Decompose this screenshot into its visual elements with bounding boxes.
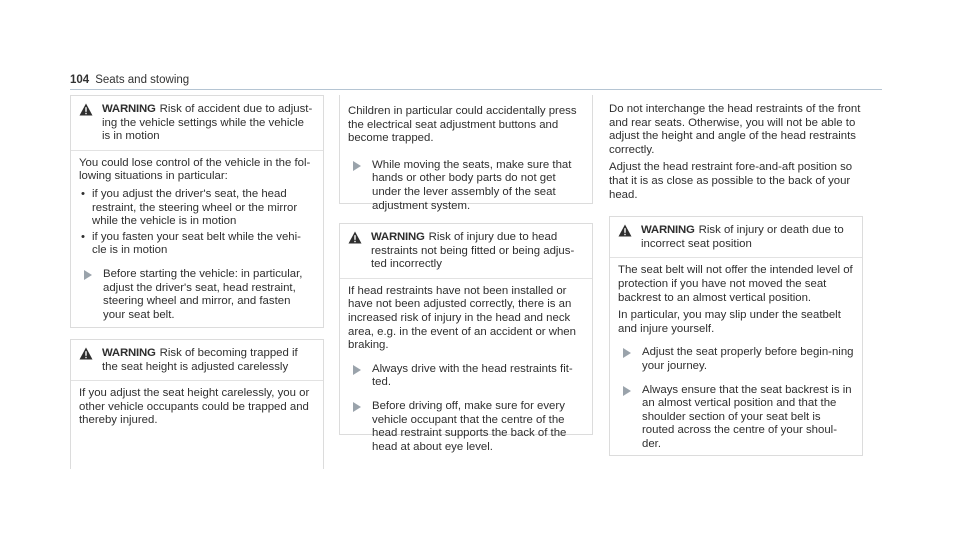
warning-triangle-icon	[79, 103, 93, 121]
continuation-text: Children in particular could accidentally press the electrical seat adjustment buttons and become trapped.	[348, 105, 577, 145]
play-arrow-icon	[353, 402, 363, 454]
warning-title-text: Risk of injury or death due to incorrect seat position	[641, 224, 844, 250]
warning-body: If head restraints have not been installed or have not been adjusted correctly, there is an increased risk of injury in the head and neck area, e.g. in the event of an accident or when braking.	[348, 284, 576, 352]
column-1	[70, 95, 324, 469]
step-text: Before starting the vehicle: in particular, adjust the driver's seat, head restraint, steering wheel and mirror, and fasten your seat belt.	[103, 267, 303, 321]
instruction-step	[348, 159, 584, 213]
page-header	[70, 74, 189, 88]
warning-header	[71, 103, 323, 151]
step-text: Always drive with the head restraints fit-ted.	[372, 362, 573, 389]
warning-triangle-icon	[618, 224, 632, 242]
section-title: Seats and stowing	[95, 74, 190, 86]
warning-triangle-icon	[79, 347, 93, 365]
column-2	[339, 95, 593, 453]
warning-title	[102, 103, 315, 144]
warning-triangle-icon	[348, 231, 362, 249]
warning-box-seat-position	[609, 216, 863, 456]
warning-label: WARNING	[641, 224, 695, 237]
warning-box-head-restraints	[339, 223, 593, 453]
page-number: 104	[70, 74, 90, 86]
warning-title-text: Risk of becoming trapped if the seat height is adjusted carelessly	[102, 347, 298, 373]
warning-label: WARNING	[102, 347, 156, 359]
bullet-list	[79, 188, 315, 258]
play-arrow-icon	[353, 161, 363, 213]
step-text: Before driving off, make sure for every vehicle occupant that the centre of the head restraint supports the back of the head at about eye level.	[372, 399, 567, 453]
play-arrow-icon	[623, 348, 633, 373]
play-arrow-icon	[84, 270, 94, 322]
warning-body: The seat belt will not offer the intended level of protection if you have not moved the seat backrest to an almost vertical position.	[618, 264, 853, 304]
warning-box-trapped	[70, 339, 324, 469]
warning-intro: You could lose control of the vehicle in the fol-lowing situations in particular:	[79, 156, 311, 183]
instruction-step	[79, 268, 315, 322]
intro-text	[609, 103, 863, 202]
header-rule	[70, 89, 882, 90]
instruction-step	[618, 384, 854, 452]
paragraph: Adjust the head restraint fore-and-aft position so that it is as close as possible to the back of your head.	[609, 161, 853, 201]
warning-body: In particular, you may slip under the seatbelt and injure yourself.	[618, 309, 841, 335]
warning-body: If you adjust the seat height carelessly, you or other vehicle occupants could be trapped and thereby injured.	[79, 387, 310, 427]
warning-title-text: Risk of accident due to adjust-ing the vehicle settings while the vehicle is in motion	[102, 103, 313, 143]
instruction-step	[348, 400, 584, 454]
list-item: • if you fasten your seat belt while the vehi-cle is in motion	[79, 231, 315, 258]
warning-label: WARNING	[102, 103, 156, 115]
warning-title	[371, 231, 584, 272]
warning-box-accident	[70, 95, 324, 328]
step-text: Adjust the seat properly before begin-ning your journey.	[642, 346, 854, 372]
warning-title	[641, 224, 854, 251]
step-text: Always ensure that the seat backrest is in an almost vertical position and that the shoulder section of your seat belt is routed across the centre of your shoul-der.	[642, 383, 852, 450]
warning-title-text: Risk of injury due to head restraints not being fitted or being adjus-ted incorrectly	[371, 231, 575, 271]
warning-header	[340, 231, 592, 279]
instruction-step	[618, 346, 854, 373]
paragraph: Do not interchange the head restraints of the front and rear seats. Otherwise, you will not be able to adjust the height and angle of the head restraints correctly.	[609, 103, 861, 156]
warning-header	[610, 224, 862, 258]
warning-title	[102, 347, 315, 374]
column-3	[609, 103, 863, 456]
step-text: While moving the seats, make sure that hands or other body parts do not get under the lever assembly of the seat adjustment system.	[372, 158, 572, 212]
list-item: • if you adjust the driver's seat, the head restraint, the steering wheel or the mirror while the vehicle is in motion	[79, 188, 315, 229]
instruction-step	[348, 363, 584, 390]
play-arrow-icon	[353, 365, 363, 390]
play-arrow-icon	[623, 386, 633, 452]
warning-continuation-box	[339, 95, 593, 212]
warning-label: WARNING	[371, 231, 425, 243]
warning-header	[71, 347, 323, 381]
